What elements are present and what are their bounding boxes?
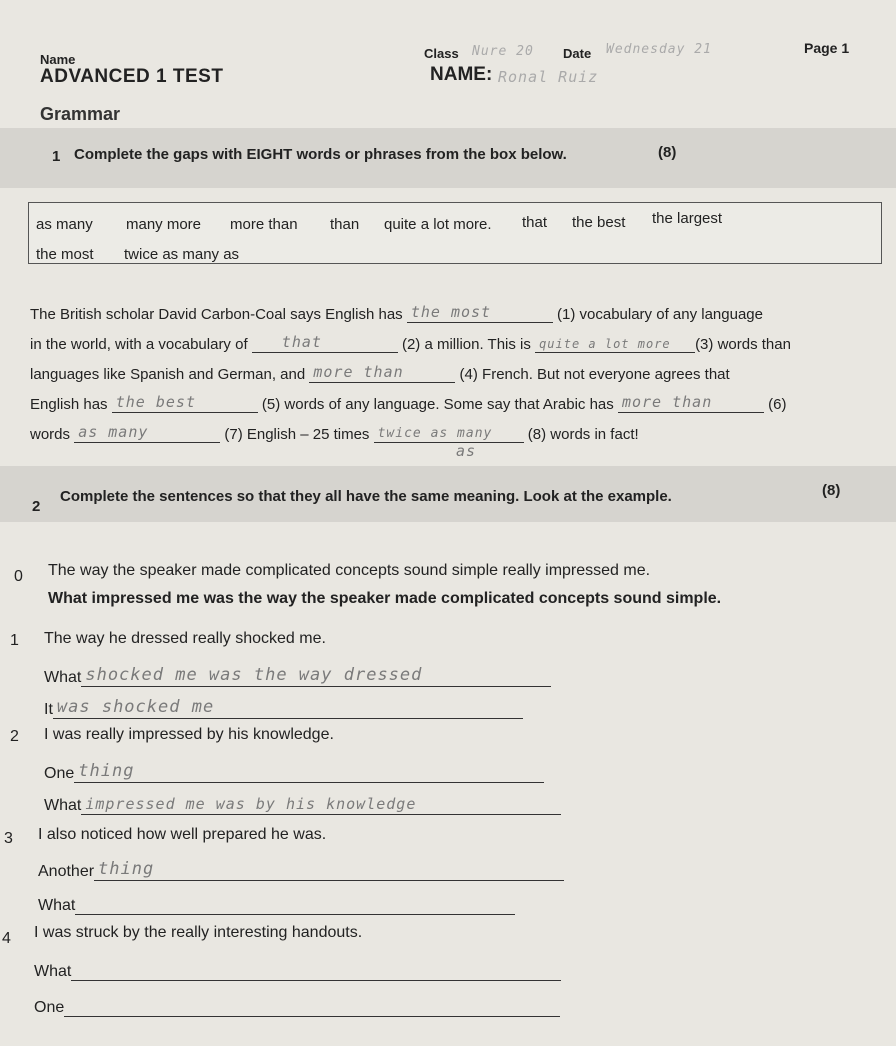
box-word: many more: [126, 216, 202, 233]
ex1-text: in the world, with a vocabulary of: [30, 336, 248, 353]
answer-8: twice as many: [377, 426, 493, 441]
name-label: Name: [40, 52, 76, 67]
exercise-1-points: (8): [658, 144, 677, 161]
ex1-line-4: [30, 394, 786, 413]
class-label: Class: [424, 46, 459, 61]
section-title: Grammar: [40, 104, 121, 124]
exercise-2-instruction: Complete the sentences so that they all have the same meaning. Look at the example.: [60, 488, 672, 505]
ex1-text: (8) words in fact!: [527, 426, 639, 443]
answer-field[interactable]: [94, 859, 564, 881]
page-number: Page 1: [804, 40, 850, 56]
ex1-text: (1) vocabulary of any language: [557, 306, 763, 323]
handwritten-answer: impressed me was by his knowledge: [85, 795, 417, 813]
answer-field[interactable]: [71, 962, 561, 981]
item-1-line-2: [44, 697, 523, 719]
prompt-word: What: [34, 963, 72, 980]
item-3-line-1: [38, 859, 564, 881]
exercise-1-instruction: Complete the gaps with EIGHT words or phrases from the box below.: [74, 146, 567, 163]
answer-8-continued: as: [456, 442, 477, 460]
handwritten-answer: was shocked me: [56, 697, 215, 717]
gap-7[interactable]: [74, 424, 220, 443]
gap-2[interactable]: [252, 334, 398, 353]
item-2-line-1: [44, 761, 544, 783]
answer-4: more than: [313, 363, 404, 381]
gap-4[interactable]: [309, 364, 455, 383]
item-3-number: 3: [4, 830, 13, 847]
item-4-sentence: I was struck by the really interesting handouts.: [34, 924, 363, 941]
item-2-number: 2: [10, 728, 19, 745]
example-number: 0: [14, 568, 23, 585]
prompt-word: One: [44, 765, 75, 782]
item-2-sentence: I was really impressed by his knowledge.: [44, 726, 334, 743]
gap-8[interactable]: [374, 424, 524, 443]
ex1-text: languages like Spanish and German, and: [30, 366, 306, 383]
box-word: more than: [230, 216, 298, 233]
ex1-text: (4) French. But not everyone agrees that: [459, 366, 730, 383]
handwritten-answer: thing: [98, 859, 155, 879]
ex1-text: (2) a million. This is: [401, 336, 531, 353]
gap-3[interactable]: [535, 334, 695, 353]
box-word: the best: [572, 214, 626, 231]
prompt-word: What: [44, 797, 82, 814]
answer-field[interactable]: [81, 796, 561, 815]
handwritten-answer: thing: [78, 761, 135, 781]
example-answer: What impressed me was the way the speaker made complicated concepts sound simple.: [48, 590, 722, 607]
box-word: that: [522, 214, 548, 231]
item-2-line-2: [44, 796, 561, 815]
item-1-line-1: [44, 665, 551, 687]
gap-6[interactable]: [618, 394, 764, 413]
ex1-line-3: [30, 364, 730, 383]
box-word: the largest: [652, 210, 723, 227]
item-4-number: 4: [2, 930, 11, 947]
answer-field[interactable]: [81, 665, 551, 687]
ex1-text: English has: [30, 396, 108, 413]
ex1-text: words: [30, 426, 71, 443]
answer-1: the most: [410, 303, 492, 321]
date-label: Date: [563, 46, 592, 61]
date-handwriting: Wednesday 21: [606, 42, 712, 57]
gap-5[interactable]: [112, 394, 258, 413]
answer-5: the best: [115, 393, 196, 411]
exercise-2-number: 2: [32, 498, 41, 515]
class-handwriting: Nure 20: [472, 44, 534, 59]
box-word: the most: [36, 246, 94, 263]
box-word: than: [330, 216, 360, 233]
handwritten-answer: shocked me was the way dressed: [85, 665, 423, 685]
item-4-line-1: [34, 962, 561, 981]
ex1-text: (7) English – 25 times: [224, 426, 370, 443]
box-word: as many: [36, 216, 93, 233]
test-title: ADVANCED 1 TEST: [40, 66, 224, 87]
gap-1[interactable]: [407, 304, 553, 323]
student-name-handwriting: Ronal Ruiz: [498, 68, 599, 86]
answer-6: more than: [621, 393, 713, 411]
ex1-text: The British scholar David Carbon-Coal says English has: [30, 306, 403, 323]
box-word: quite a lot more.: [384, 216, 492, 233]
answer-field[interactable]: [75, 896, 515, 915]
ex1-text: (6): [768, 396, 787, 413]
item-3-sentence: I also noticed how well prepared he was.: [38, 826, 327, 843]
prompt-word: It: [44, 701, 53, 718]
prompt-word: One: [34, 999, 65, 1016]
ex1-line-1: [30, 304, 763, 323]
answer-field[interactable]: [74, 761, 544, 783]
answer-field[interactable]: [53, 697, 523, 719]
item-1-sentence: The way he dressed really shocked me.: [44, 630, 326, 647]
ex1-text: (5) words of any language. Some say that Arabic has: [261, 396, 614, 413]
example-sentence: The way the speaker made complicated concepts sound simple really impressed me.: [48, 562, 651, 579]
answer-7: as many: [78, 423, 149, 441]
name-field-label: NAME:: [430, 64, 493, 85]
box-word: twice as many as: [124, 246, 240, 263]
answer-3: quite a lot more: [539, 337, 671, 351]
ex1-line-5: [30, 424, 639, 443]
prompt-word: What: [38, 897, 76, 914]
answer-2: that: [281, 333, 322, 351]
answer-field[interactable]: [64, 998, 560, 1017]
exercise-1-number: 1: [52, 148, 61, 165]
prompt-word: What: [44, 669, 82, 686]
item-4-line-2: [34, 998, 560, 1017]
prompt-word: Another: [38, 863, 95, 880]
exercise-2-points: (8): [822, 482, 841, 499]
ex1-text: (3) words than: [695, 336, 791, 353]
item-3-line-2: [38, 896, 515, 915]
ex1-line-2: [30, 334, 791, 353]
item-1-number: 1: [10, 632, 19, 649]
